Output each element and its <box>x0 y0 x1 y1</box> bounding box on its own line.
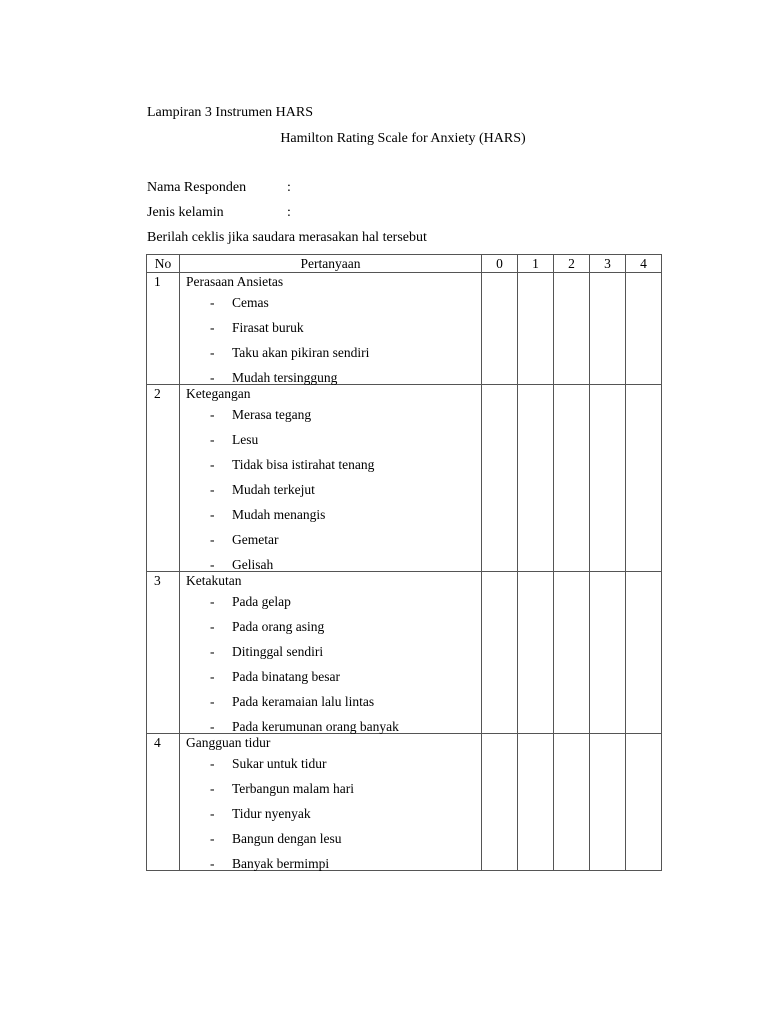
symptom-text: Pada kerumunan orang banyak <box>232 719 399 734</box>
score-cell-1[interactable] <box>518 734 554 871</box>
symptom-text: Gemetar <box>232 532 279 547</box>
instruction-text: Berilah ceklis jika saudara merasakan hal tersebut <box>147 230 427 245</box>
item-marker: - <box>210 719 215 734</box>
symptom-text: Mudah terkejut <box>232 482 315 497</box>
score-cell-3[interactable] <box>590 572 626 734</box>
list-item <box>186 751 481 776</box>
symptom-text: Lesu <box>232 432 259 447</box>
list-item <box>186 402 481 427</box>
symptom-text: Tidak bisa istirahat tenang <box>232 457 375 472</box>
list-item <box>186 315 481 340</box>
symptom-list <box>186 751 481 870</box>
item-marker: - <box>210 781 215 796</box>
document-title: Hamilton Rating Scale for Anxiety (HARS) <box>280 131 526 146</box>
symptom-text: Mudah menangis <box>232 507 326 522</box>
respondent-name-field <box>147 179 291 197</box>
gender-label: Jenis kelamin <box>147 205 224 220</box>
list-item <box>186 689 481 714</box>
gender-field <box>147 204 291 222</box>
item-marker: - <box>210 345 215 360</box>
score-cell-3[interactable] <box>590 385 626 572</box>
header-score-4: 4 <box>626 255 662 273</box>
item-marker: - <box>210 619 215 634</box>
score-cell-0[interactable] <box>482 572 518 734</box>
score-cell-0[interactable] <box>482 385 518 572</box>
item-marker: - <box>210 831 215 846</box>
list-item <box>186 589 481 614</box>
item-marker: - <box>210 295 215 310</box>
item-marker: - <box>210 694 215 709</box>
score-cell-4[interactable] <box>626 734 662 871</box>
list-item <box>186 826 481 851</box>
symptom-text: Cemas <box>232 295 269 310</box>
question-title: Perasaan Ansietas <box>186 274 284 289</box>
score-cell-2[interactable] <box>554 572 590 734</box>
respondent-name-label: Nama Responden <box>147 180 247 195</box>
table-row <box>147 385 662 572</box>
symptom-text: Mudah tersinggung <box>232 370 338 385</box>
list-item <box>186 527 481 552</box>
header-score-2: 2 <box>554 255 590 273</box>
item-marker: - <box>210 407 215 422</box>
list-item <box>186 452 481 477</box>
item-marker: - <box>210 594 215 609</box>
question-title: Gangguan tidur <box>186 735 271 750</box>
gender-colon: : <box>287 205 291 220</box>
list-item <box>186 477 481 502</box>
item-marker: - <box>210 806 215 821</box>
symptom-text: Merasa tegang <box>232 407 312 422</box>
question-cell <box>180 273 482 385</box>
symptom-text: Pada keramaian lalu lintas <box>232 694 375 709</box>
symptom-text: Tidur nyenyak <box>232 806 311 821</box>
table-row <box>147 273 662 385</box>
list-item <box>186 290 481 315</box>
question-cell <box>180 734 482 871</box>
score-cell-4[interactable] <box>626 572 662 734</box>
item-marker: - <box>210 482 215 497</box>
score-cell-2[interactable] <box>554 734 590 871</box>
table-row <box>147 572 662 734</box>
list-item <box>186 801 481 826</box>
symptom-text: Firasat buruk <box>232 320 304 335</box>
item-marker: - <box>210 320 215 335</box>
symptom-text: Pada orang asing <box>232 619 325 634</box>
header-score-0: 0 <box>482 255 518 273</box>
header-score-1: 1 <box>518 255 554 273</box>
score-cell-3[interactable] <box>590 273 626 385</box>
respondent-name-colon: : <box>287 180 291 195</box>
hars-table <box>146 254 662 871</box>
question-title: Ketegangan <box>186 386 251 401</box>
header-question: Pertanyaan <box>180 255 482 273</box>
item-marker: - <box>210 532 215 547</box>
symptom-list <box>186 589 481 733</box>
list-item <box>186 502 481 527</box>
item-marker: - <box>210 557 215 572</box>
item-marker: - <box>210 457 215 472</box>
score-cell-4[interactable] <box>626 385 662 572</box>
score-cell-1[interactable] <box>518 572 554 734</box>
item-marker: - <box>210 756 215 771</box>
row-number: 4 <box>147 734 180 871</box>
score-cell-1[interactable] <box>518 273 554 385</box>
score-cell-0[interactable] <box>482 734 518 871</box>
question-cell <box>180 572 482 734</box>
symptom-list <box>186 402 481 571</box>
list-item <box>186 427 481 452</box>
symptom-text: Gelisah <box>232 557 274 572</box>
item-marker: - <box>210 432 215 447</box>
appendix-label: Lampiran 3 Instrumen HARS <box>147 105 314 120</box>
table-row <box>147 734 662 871</box>
list-item <box>186 340 481 365</box>
score-cell-2[interactable] <box>554 273 590 385</box>
list-item <box>186 714 481 733</box>
symptom-list <box>186 290 481 384</box>
question-title: Ketakutan <box>186 573 242 588</box>
list-item <box>186 552 481 571</box>
score-cell-4[interactable] <box>626 273 662 385</box>
list-item <box>186 365 481 384</box>
score-cell-2[interactable] <box>554 385 590 572</box>
score-cell-3[interactable] <box>590 734 626 871</box>
question-cell <box>180 385 482 572</box>
item-marker: - <box>210 370 215 385</box>
list-item <box>186 851 481 870</box>
symptom-text: Pada binatang besar <box>232 669 340 684</box>
row-number: 2 <box>147 385 180 572</box>
item-marker: - <box>210 669 215 684</box>
table-header-row <box>147 255 662 273</box>
symptom-text: Banyak bermimpi <box>232 856 330 871</box>
symptom-text: Taku akan pikiran sendiri <box>232 345 370 360</box>
row-number: 3 <box>147 572 180 734</box>
symptom-text: Sukar untuk tidur <box>232 756 327 771</box>
symptom-text: Ditinggal sendiri <box>232 644 324 659</box>
item-marker: - <box>210 856 215 871</box>
list-item <box>186 614 481 639</box>
item-marker: - <box>210 644 215 659</box>
score-cell-1[interactable] <box>518 385 554 572</box>
list-item <box>186 776 481 801</box>
item-marker: - <box>210 507 215 522</box>
list-item <box>186 639 481 664</box>
symptom-text: Bangun dengan lesu <box>232 831 342 846</box>
symptom-text: Pada gelap <box>232 594 291 609</box>
header-score-3: 3 <box>590 255 626 273</box>
header-no: No <box>147 255 180 273</box>
row-number: 1 <box>147 273 180 385</box>
list-item <box>186 664 481 689</box>
symptom-text: Terbangun malam hari <box>232 781 355 796</box>
score-cell-0[interactable] <box>482 273 518 385</box>
